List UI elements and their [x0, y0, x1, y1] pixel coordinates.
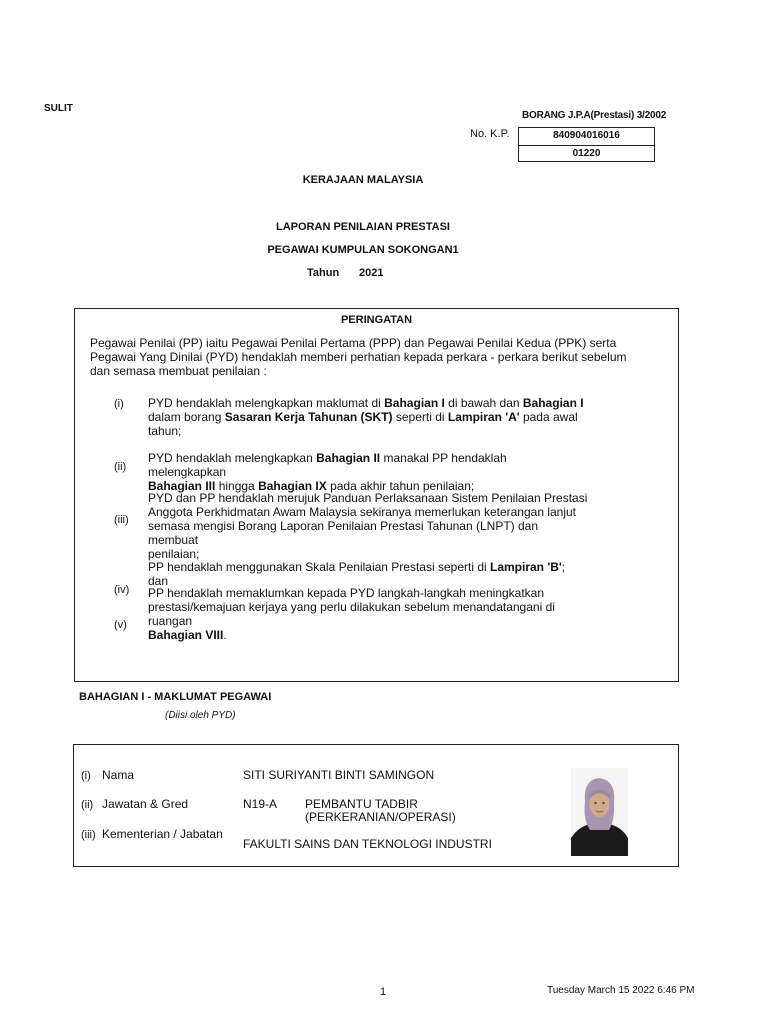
- section-title: BAHAGIAN I - MAKLUMAT PEGAWAI: [79, 691, 272, 703]
- form-code: BORANG J.P.A(Prestasi) 3/2002: [522, 110, 667, 121]
- officer-info-box: [73, 744, 679, 867]
- peringatan-title: PERINGATAN: [340, 314, 413, 326]
- position-value: PEMBANTU TADBIR: [305, 797, 418, 811]
- item-number: (iv): [114, 584, 130, 596]
- peringatan-item-4: PP hendaklah menggunakan Skala Penilaian Prestasi seperti di Lampiran 'B'; dan: [148, 560, 566, 588]
- peringatan-item-3: PYD dan PP hendaklah merujuk Panduan Perlaksanaan Sistem Penilaian Prestasi Anggota Perkhidmatan Awam Malaysia sekiranya memerlukan keterangan lanjut semasa mengisi Borang Laporan Penilaian Prestasi Tahunan (LNPT) dan membuat penilaian;: [148, 491, 588, 561]
- item-number: (ii): [114, 461, 127, 473]
- no-kp-label: No. K.P.: [470, 128, 510, 140]
- no-kp-second: 01220: [519, 145, 654, 163]
- officer-group-title: PEGAWAI KUMPULAN SOKONGAN1: [267, 244, 459, 256]
- classification-label: SULIT: [44, 103, 73, 114]
- position-subvalue: (PERKERANIAN/OPERASI): [305, 810, 456, 824]
- print-timestamp: Tuesday March 15 2022 6:46 PM: [547, 985, 695, 996]
- no-kp-value: 840904016016: [553, 130, 620, 141]
- item-number: (iii): [114, 514, 129, 526]
- section-subtitle: (Diisi oleh PYD): [165, 710, 236, 721]
- peringatan-box: [74, 308, 679, 682]
- row-number: (ii): [81, 799, 94, 811]
- position-label: Jawatan & Gred: [102, 797, 189, 811]
- kerajaan-title: KERAJAAN MALAYSIA: [302, 174, 424, 186]
- row-number: (i): [81, 770, 91, 782]
- name-label: Nama: [102, 768, 135, 782]
- report-title: LAPORAN PENILAIAN PRESTASI: [276, 221, 450, 233]
- peringatan-item-1: PYD hendaklah melengkapkan maklumat di Bahagian I di bawah dan Bahagian I dalam borang Sasaran Kerja Tahunan (SKT) seperti di Lampiran 'A' pada awal tahun;: [148, 396, 584, 438]
- peringatan-item-2: PYD hendaklah melengkapkan Bahagian II manakal PP hendaklah melengkapkan Bahagian III hingga Bahagian IX pada akhir tahun penilaian;: [148, 451, 507, 493]
- item-number: (i): [114, 398, 124, 410]
- no-kp-box: [518, 127, 655, 162]
- year-label: Tahun: [307, 267, 340, 279]
- name-value: SITI SURIYANTI BINTI SAMINGON: [243, 768, 435, 782]
- page-number: 1: [380, 986, 387, 998]
- peringatan-item-5: PP hendaklah memaklumkan kepada PYD langkah-langkah meningkatkan prestasi/kemajuan kerjaya yang perlu dilakukan sebelum menandatangani di ruangan Bahagian VIII.: [148, 586, 555, 642]
- grade-value: N19-A: [243, 797, 278, 811]
- intro-line: Pegawai Penilai (PP) iaitu Pegawai Penilai Pertama (PPP) dan Pegawai Penilai Kedua (PPK) serta: [90, 336, 617, 350]
- officer-photo: [571, 768, 628, 856]
- ministry-label: Kementerian / Jabatan: [102, 827, 223, 841]
- ministry-value: FAKULTI SAINS DAN TEKNOLOGI INDUSTRI: [243, 837, 492, 851]
- item-number: (v): [114, 619, 127, 631]
- peringatan-intro: [90, 336, 650, 378]
- intro-line: dan semasa membuat penilaian :: [90, 364, 267, 378]
- year-value: 2021: [359, 267, 384, 279]
- row-number: (iii): [81, 829, 96, 841]
- intro-line: Pegawai Yang Dinilai (PYD) hendaklah memberi perhatian kepada perkara - perkara berikut sebelum: [90, 350, 627, 364]
